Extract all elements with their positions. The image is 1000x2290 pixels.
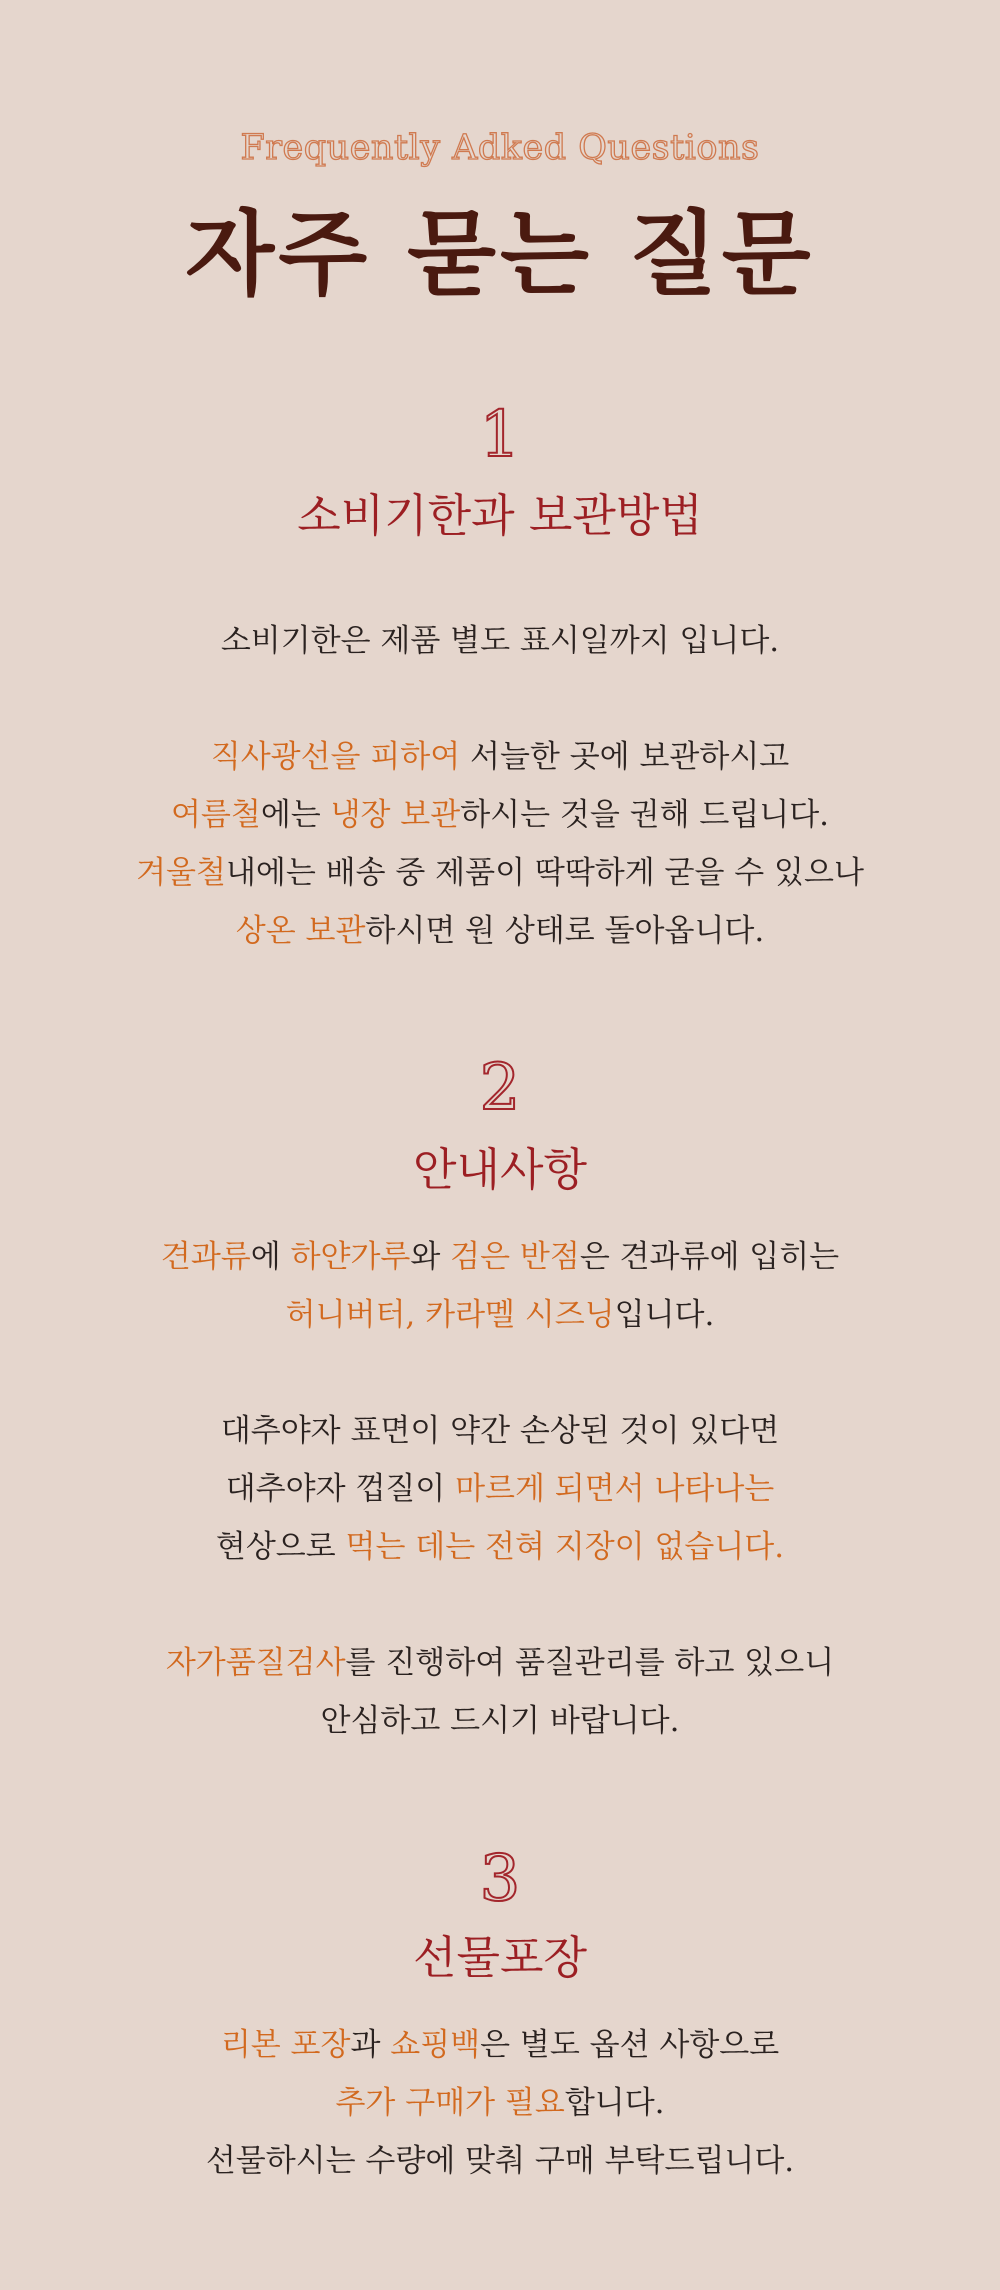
highlight-text: 검은 반점 (450, 1239, 580, 1275)
highlight-text: 마르게 되면서 나타나는 (455, 1471, 775, 1507)
highlight-text: 겨울철 (136, 855, 226, 891)
body-text: 와 (410, 1239, 451, 1275)
paragraph-gap (0, 1576, 1000, 1634)
body-text: 소비기한은 제품 별도 표시일까지 입니다. (220, 623, 780, 659)
section-title: 안내사항 (413, 1143, 587, 1196)
body-text: 하시는 것을 권해 드립니다. (460, 797, 830, 833)
section-body (0, 1228, 1000, 1750)
page-title: 자주 묻는 질문 (185, 201, 815, 308)
body-text: 안심하고 드시기 바랍니다. (320, 1703, 680, 1739)
body-text: 에는 (260, 797, 331, 833)
body-line (0, 902, 1000, 960)
body-text: 대추야자 껍질이 (225, 1471, 456, 1507)
body-line (0, 2016, 1000, 2074)
body-line (0, 786, 1000, 844)
body-line (0, 728, 1000, 786)
section-body (0, 2016, 1000, 2190)
body-line (0, 844, 1000, 902)
section-number: 3 (479, 1842, 521, 1916)
body-text: 에 (250, 1239, 291, 1275)
highlight-text: 냉장 보관 (330, 797, 461, 833)
paragraph-gap (0, 670, 1000, 728)
body-text: 은 별도 옵션 사항으로 (480, 2027, 780, 2063)
paragraph-gap (0, 1344, 1000, 1402)
body-text: 은 견과류에 입히는 (579, 1239, 840, 1275)
body-text: 하시면 원 상태로 돌아옵니다. (365, 913, 765, 949)
highlight-text: 추가 구매가 필요 (335, 2085, 565, 2121)
body-line (0, 612, 1000, 670)
highlight-text: 리본 포장 (220, 2027, 351, 2063)
body-text: 서늘한 곳에 보관하시고 (460, 739, 790, 775)
highlight-text: 견과류 (160, 1239, 251, 1275)
body-text: 합니다. (564, 2085, 665, 2121)
body-text: 과 (350, 2027, 391, 2063)
highlight-text: 하얀가루 (290, 1239, 411, 1275)
body-line (0, 1402, 1000, 1460)
highlight-text: 자가품질검사 (165, 1645, 346, 1681)
body-line (0, 1634, 1000, 1692)
body-line (0, 1286, 1000, 1344)
section-title: 선물포장 (413, 1931, 587, 1984)
section-number: 1 (479, 398, 521, 472)
highlight-text: 쇼핑백 (390, 2027, 481, 2063)
eyebrow-heading: Frequently Adked Questions (240, 128, 760, 168)
highlight-text: 여름철 (170, 797, 261, 833)
section-title: 소비기한과 보관방법 (297, 489, 703, 542)
body-text: 현상으로 (215, 1529, 346, 1565)
highlight-text: 허니버터, 카라멜 시즈닝 (285, 1297, 615, 1333)
body-text: 선물하시는 수량에 맞춰 구매 부탁드립니다. (205, 2143, 795, 2179)
body-text: 를 진행하여 품질관리를 하고 있으니 (345, 1645, 835, 1681)
highlight-text: 먹는 데는 전혀 지장이 없습니다. (345, 1529, 785, 1565)
body-line (0, 1518, 1000, 1576)
body-line (0, 2074, 1000, 2132)
section-number: 2 (479, 1051, 521, 1125)
body-line (0, 1460, 1000, 1518)
body-text: 입니다. (614, 1297, 715, 1333)
body-text: 대추야자 표면이 약간 손상된 것이 있다면 (220, 1413, 780, 1449)
highlight-text: 직사광선을 피하여 (210, 739, 461, 775)
body-line (0, 1692, 1000, 1750)
body-line (0, 2132, 1000, 2190)
section-body (0, 612, 1000, 960)
highlight-text: 상온 보관 (235, 913, 366, 949)
body-text: 내에는 배송 중 제품이 딱딱하게 굳을 수 있으나 (225, 855, 864, 891)
body-line (0, 1228, 1000, 1286)
